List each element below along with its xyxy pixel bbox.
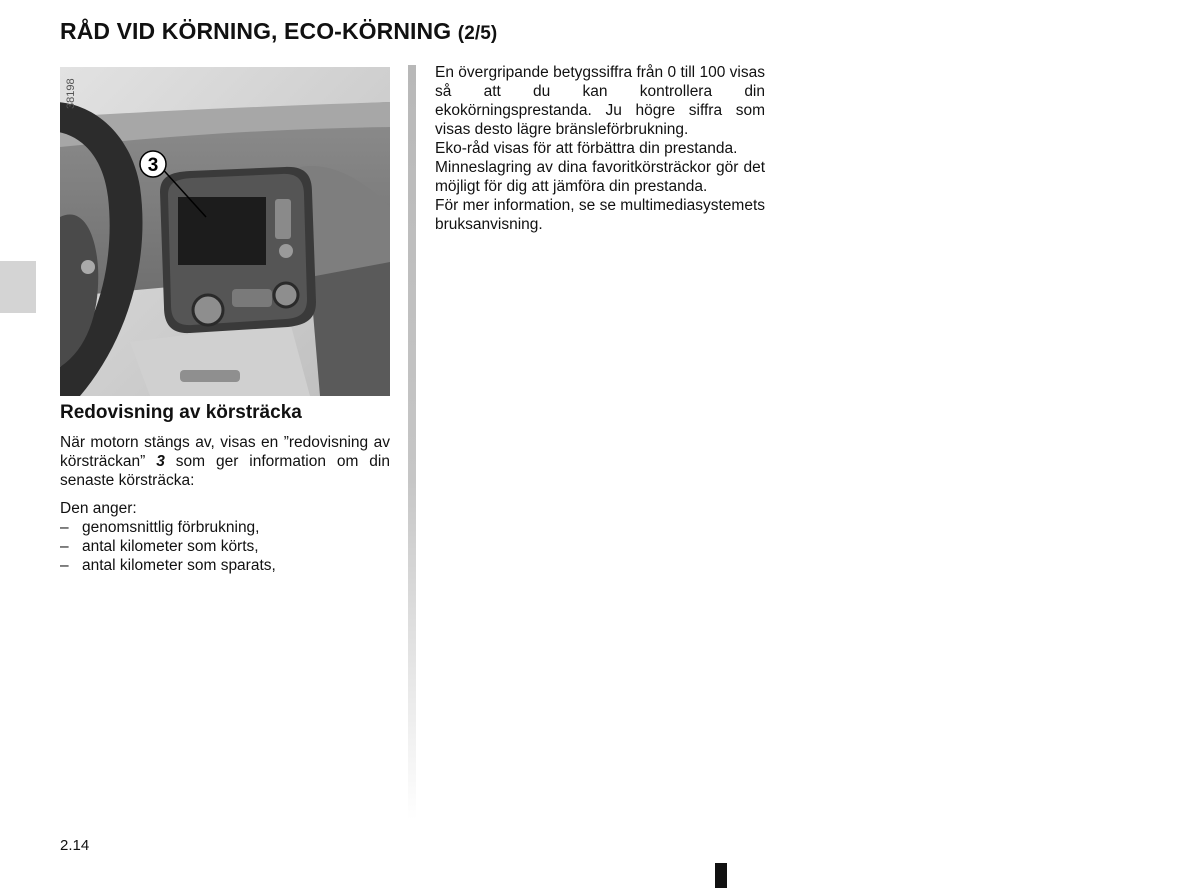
list-item: [60, 518, 390, 537]
figure-callout-3: 3: [147, 155, 159, 176]
section-heading: Redovisning av körsträcka: [60, 402, 302, 423]
figure-number: 38198: [65, 78, 77, 110]
dashboard-drawing: [60, 67, 390, 396]
list-item-text: antal kilometer som sparats,: [82, 557, 276, 574]
list-item-text: genomsnittlig förbrukning,: [82, 519, 260, 536]
intro-text-before: När motorn stängs av, visas en ”redovisning av körsträckan”: [60, 434, 390, 470]
list-dash: –: [60, 519, 69, 536]
page-title: [60, 18, 497, 45]
list-item: [60, 537, 390, 556]
column-divider: [408, 65, 416, 820]
info-list: [60, 518, 390, 575]
right-column: [435, 63, 765, 234]
page-edge-marker: [715, 863, 727, 888]
list-intro: Den anger:: [60, 500, 137, 517]
page-number: 2.14: [60, 837, 90, 854]
chapter-tab: [0, 261, 36, 313]
list-item-text: antal kilometer som körts,: [82, 538, 259, 555]
intro-text-after: som ger information om din senaste körsträcka:: [60, 453, 390, 489]
score-paragraph: En övergripande betygssiffra från 0 till 100 visas så att du kan kontrollera din ekokörningsprestanda. Ju högre siffra som visas desto lägre bränsleförbrukning.: [435, 64, 765, 138]
list-dash: –: [60, 557, 69, 574]
callout-reference: 3: [156, 453, 165, 470]
title-page-indicator: (2/5): [457, 23, 498, 44]
eco-advice-paragraph: Eko-råd visas för att förbättra din prestanda.: [435, 140, 738, 157]
favorites-paragraph: Minneslagring av dina favoritkörsträckor gör det möjligt för dig att jämföra din prestanda.: [435, 159, 765, 195]
more-info-paragraph: För mer information, se se multimediasystemets bruksanvisning.: [435, 197, 765, 233]
list-dash: –: [60, 538, 69, 555]
dashboard-illustration: [60, 67, 390, 396]
title-text: RÅD VID KÖRNING, ECO-KÖRNING: [60, 18, 452, 44]
list-item: [60, 556, 390, 575]
intro-paragraph: [60, 433, 390, 490]
